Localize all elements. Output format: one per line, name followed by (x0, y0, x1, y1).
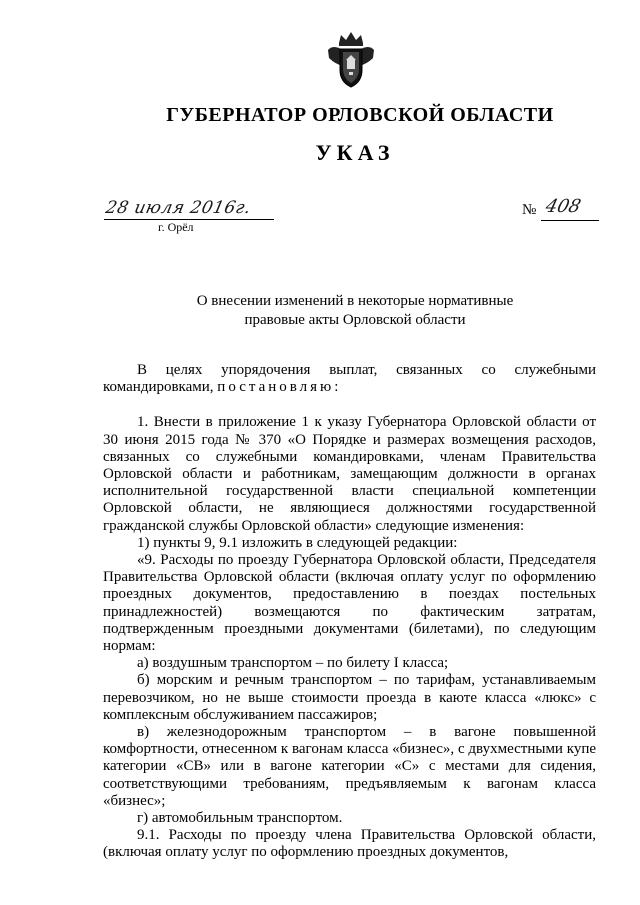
handwritten-date: 28 июля 2016г. (103, 198, 253, 218)
coat-of-arms-emblem (325, 30, 377, 90)
number-label: № (522, 202, 537, 218)
clause-9-v: в) железнодорожным транспортом – в вагоне повышенной комфортности, отнесенном к вагонам класса «бизнес», с двухместными купе категории «СВ» или в вагоне категории «С» с местами для сидения, соответствующими требованиям, предъявляемым к вагонам класса «бизнес»; (103, 724, 596, 809)
handwritten-number: 408 (543, 196, 583, 217)
item-1-paragraph: 1. Внести в приложение 1 к указу Губернатора Орловской области от 30 июня 2015 года № 370 «О Порядке и размерах возмещения расходов, связанных со служебными командировками, членам Правительства Орловской области и работникам, замещающим должности в органах исполнительной государственной власти специальной компетенции Орловской области, не являющиеся должностями государственной гражданской службы Орловской области» следующие изменения: (103, 414, 596, 534)
subject-title (0, 292, 640, 330)
city-label: г. Орёл (158, 220, 194, 234)
decree-word: постановляю: (217, 379, 342, 396)
clause-9-a: а) воздушным транспортом – по билету I класса; (137, 655, 449, 672)
clause-9-g: г) автомобильным транспортом. (137, 810, 343, 827)
clause-9-b: б) морским и речным транспортом – по тарифам, устанавливаемым перевозчиком, но не выше стоимости проезда в каюте класса «люкс» с комплексным обслуживанием пассажиров; (103, 672, 596, 723)
issuer-heading: ГУБЕРНАТОР ОРЛОВСКОЙ ОБЛАСТИ (166, 104, 554, 126)
clause-9-1-paragraph: 9.1. Расходы по проезду члена Правительства Орловской области, (включая оплату услуг по оформлению проездных документов, (103, 827, 596, 861)
subject-line-2: правовые акты Орловской области (244, 312, 466, 328)
item-1-subitem-1: 1) пункты 9, 9.1 изложить в следующей редакции: (137, 534, 458, 551)
preamble-paragraph (103, 362, 596, 396)
document-type-heading: УКАЗ (315, 140, 395, 165)
clause-9-paragraph: «9. Расходы по проезду Губернатора Орловской области, Председателя Правительства Орловской области (включая оплату услуг по оформлению проездных документов, предоставлению в поездах постельных принадлежностей) возмещаются по фактическим затратам, подтвержденным проездными документами (билетами), по следующим нормам: (103, 552, 596, 655)
subject-line-1: О внесении изменений в некоторые нормативные (196, 293, 514, 309)
document-body (103, 362, 596, 862)
preamble-lead: В целях упорядочения выплат, связанных со служебными командировками, (103, 362, 596, 396)
